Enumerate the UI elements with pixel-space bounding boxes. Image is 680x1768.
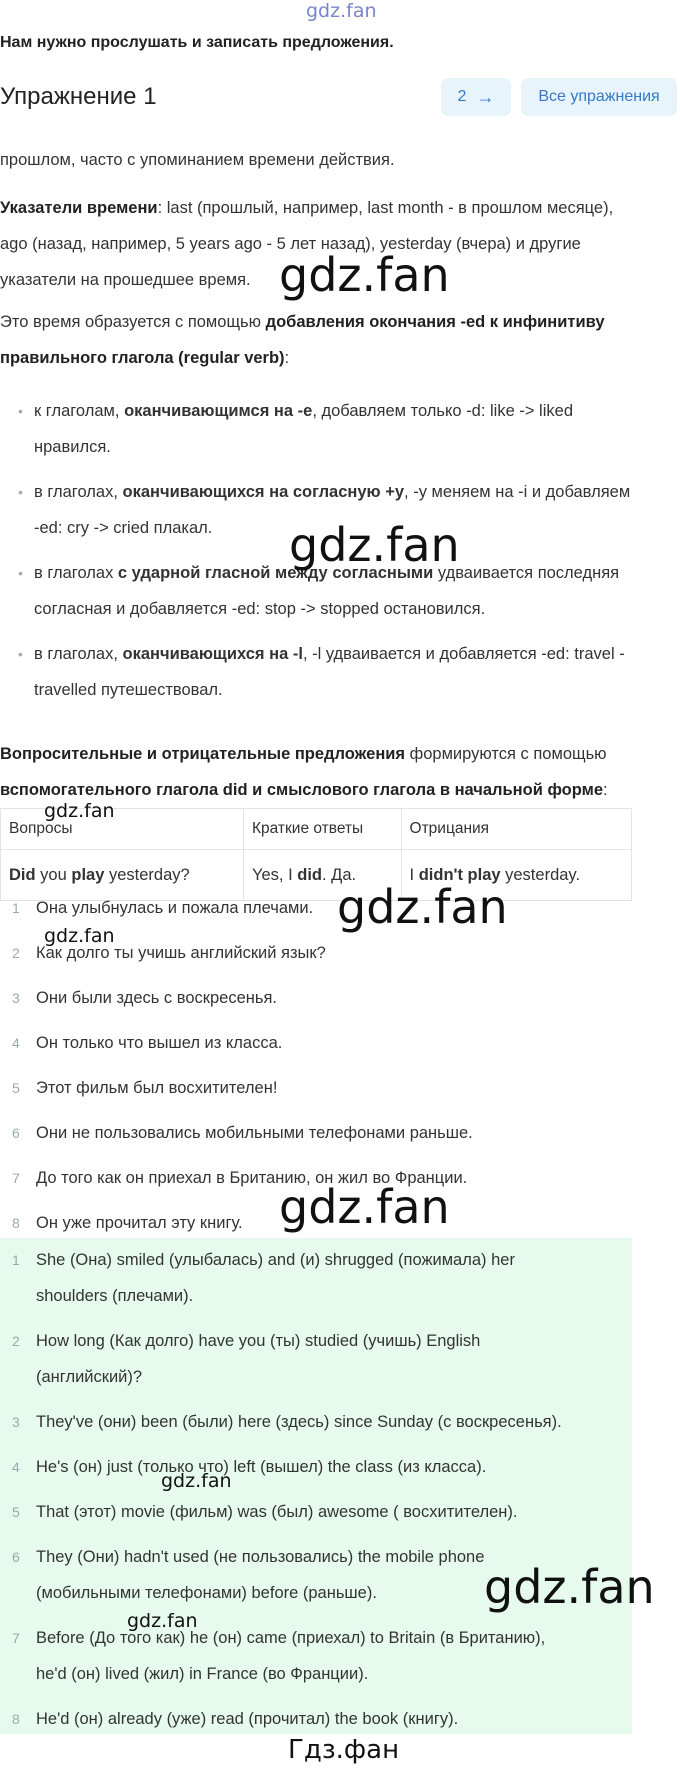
- formation-bold: правильного глагола (regular verb): [0, 349, 285, 367]
- watermark: gdz.fan: [337, 880, 508, 934]
- list-item: 2 Как долго ты учишь английский язык?: [12, 944, 326, 962]
- next-exercise-button[interactable]: [441, 78, 511, 116]
- answer-item: 8 He'd (он) already (уже) read (прочитал) the book (книгу).: [12, 1710, 459, 1728]
- formation-text: Это время образуется с помощью: [0, 313, 266, 331]
- time-markers-text: указатели на прошедшее время.: [0, 271, 251, 289]
- watermark: gdz.fan: [44, 925, 115, 947]
- watermark: gdz.fan: [161, 1470, 232, 1492]
- watermark: gdz.fan: [279, 248, 450, 302]
- bullet-dot-icon: •: [18, 403, 23, 419]
- time-markers-label: Указатели времени: [0, 199, 158, 217]
- rule-bullet: • в глаголах с ударной гласной между согласными удваивается последняя согласная и добавляется -ed: stop -> stopped остановился.: [0, 555, 680, 627]
- table-header: Отрицания: [401, 809, 631, 850]
- questions-paragraph: Вопросительные и отрицательные предложения формируются с помощью вспомогательного глагола did и смыслового глагола в начальной форме:: [0, 745, 608, 799]
- list-item: 4 Он только что вышел из класса.: [12, 1034, 283, 1052]
- rule-bullet: • в глаголах, оканчивающихся на -l, -l удваивается и добавляется -ed: travel - travelled путешествовал.: [0, 636, 680, 708]
- table-header: Краткие ответы: [243, 809, 401, 850]
- table-header: Вопросы: [1, 809, 244, 850]
- table-cell: Did you play yesterday?: [1, 850, 244, 901]
- answer-item: 6 They (Они) hadn't used (не пользовались) the mobile phone (мобильными телефонами) before (раньше).: [12, 1548, 485, 1602]
- time-markers-text: : last (прошлый, например, last month - в прошлом месяце),: [157, 199, 614, 217]
- answer-item: 2 How long (Как долго) have you (ты) studied (учишь) English (английский)?: [12, 1332, 481, 1386]
- list-item: 7 До того как он приехал в Британию, он жил во Франции.: [12, 1169, 468, 1187]
- answer-item: 4 He's (он) just (только что) left (вышел) the class (из класса).: [12, 1458, 487, 1476]
- watermark: gdz.fan: [127, 1610, 198, 1632]
- table-cell: I didn't play yesterday.: [401, 850, 631, 901]
- answer-item: 7 Before (До того как) he (он) came (приехал) to Britain (в Британию), he'd (он) lived (жил) in France (во Франции).: [12, 1629, 546, 1683]
- formation-text: :: [284, 349, 290, 367]
- rule-bullet: • к глаголам, оканчивающимся на -e, добавляем только -d: like -> liked нравился.: [0, 393, 680, 465]
- watermark-top: gdz.fan: [306, 0, 377, 22]
- watermark: gdz.fan: [484, 1560, 655, 1614]
- list-item: 1 Она улыбнулась и пожала плечами.: [12, 899, 314, 917]
- answer-item: 1 She (Она) smiled (улыбалась) and (и) shrugged (пожимала) her shoulders (плечами).: [12, 1251, 515, 1305]
- watermark: gdz.fan: [44, 800, 115, 822]
- all-exercises-button[interactable]: Все упражнения: [521, 78, 677, 116]
- bullet-dot-icon: •: [18, 646, 23, 662]
- formation-paragraph: [0, 304, 680, 376]
- task-text: Нам нужно прослушать и записать предложения.: [0, 34, 394, 51]
- exercise-title: Упражнение 1: [0, 83, 157, 110]
- next-exercise-label: 2: [457, 88, 467, 105]
- watermark: gdz.fan: [279, 1180, 450, 1234]
- watermark: gdz.fan: [289, 518, 460, 572]
- bullet-dot-icon: •: [18, 484, 23, 500]
- arrow-right-icon: →: [476, 86, 495, 107]
- list-item: 5 Этот фильм был восхитителен!: [12, 1079, 278, 1097]
- table-cell: Yes, I did. Да.: [243, 850, 401, 901]
- theory-line: прошлом, часто с упоминанием времени действия.: [0, 151, 395, 169]
- watermark-bottom: Гдз.фан: [288, 1735, 400, 1765]
- formation-bold: добавления окончания -ed к инфинитиву: [265, 313, 605, 331]
- rule-bullet: • в глаголах, оканчивающихся на согласную +y, -y меняем на -i и добавляем -ed: cry -> cried плакал.: [0, 474, 680, 546]
- answer-item: 3 They've (они) been (были) here (здесь) since Sunday (с воскресенья).: [12, 1413, 562, 1431]
- answer-item: 5 That (этот) movie (фильм) was (был) awesome ( восхитителен).: [12, 1503, 518, 1521]
- list-item: 6 Они не пользовались мобильными телефонами раньше.: [12, 1124, 473, 1142]
- time-markers-text: ago (назад, например, 5 years ago - 5 лет назад), yesterday (вчера) и другие: [0, 235, 581, 253]
- bullet-dot-icon: •: [18, 565, 23, 581]
- list-item: 3 Они были здесь с воскресенья.: [12, 989, 277, 1007]
- list-item: 8 Он уже прочитал эту книгу.: [12, 1214, 243, 1232]
